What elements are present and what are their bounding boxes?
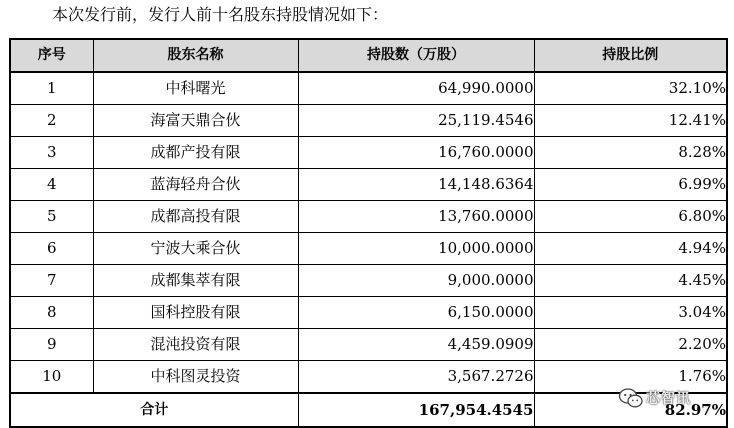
cell-no: 9	[10, 329, 93, 361]
cell-name: 中科图灵投资	[93, 361, 298, 394]
table-header-row	[10, 39, 727, 72]
cell-shares: 10,000.0000	[298, 233, 534, 265]
cell-no: 10	[10, 361, 93, 394]
total-shares: 167,954.4545	[298, 393, 534, 427]
cell-pct: 6.99%	[534, 169, 727, 201]
cell-pct: 3.04%	[534, 297, 727, 329]
table-row	[10, 329, 727, 361]
cell-name: 国科控股有限	[93, 297, 298, 329]
table-row	[10, 233, 727, 265]
cell-pct: 6.80%	[534, 201, 727, 233]
cell-no: 5	[10, 201, 93, 233]
cell-shares: 3,567.2726	[298, 361, 534, 394]
cell-name: 成都集萃有限	[93, 265, 298, 297]
table-row	[10, 361, 727, 394]
cell-shares: 6,150.0000	[298, 297, 534, 329]
total-row	[10, 393, 727, 427]
cell-no: 1	[10, 72, 93, 105]
cell-name: 中科曙光	[93, 72, 298, 105]
header-pct: 持股比例	[534, 39, 727, 72]
cell-pct: 4.45%	[534, 265, 727, 297]
cell-shares: 13,760.0000	[298, 201, 534, 233]
cell-pct: 8.28%	[534, 137, 727, 169]
cell-shares: 25,119.4546	[298, 105, 534, 137]
table-row	[10, 201, 727, 233]
cell-shares: 16,760.0000	[298, 137, 534, 169]
table-row	[10, 105, 727, 137]
cell-no: 8	[10, 297, 93, 329]
cell-pct: 4.94%	[534, 233, 727, 265]
cell-name: 海富天鼎合伙	[93, 105, 298, 137]
cell-name: 成都产投有限	[93, 137, 298, 169]
cell-name: 成都高投有限	[93, 201, 298, 233]
intro-text: 本次发行前，发行人前十名股东持股情况如下：	[52, 5, 389, 24]
cell-no: 7	[10, 265, 93, 297]
cell-name: 宁波大乘合伙	[93, 233, 298, 265]
cell-shares: 64,990.0000	[298, 72, 534, 105]
table-row	[10, 265, 727, 297]
total-pct: 82.97%	[534, 393, 727, 427]
cell-name: 混沌投资有限	[93, 329, 298, 361]
cell-pct: 32.10%	[534, 72, 727, 105]
cell-no: 6	[10, 233, 93, 265]
table-row	[10, 169, 727, 201]
cell-no: 2	[10, 105, 93, 137]
cell-shares: 9,000.0000	[298, 265, 534, 297]
cell-pct: 1.76%	[534, 361, 727, 394]
table-row	[10, 72, 727, 105]
cell-shares: 4,459.0909	[298, 329, 534, 361]
cell-pct: 2.20%	[534, 329, 727, 361]
header-no: 序号	[10, 39, 93, 72]
total-label: 合计	[10, 393, 298, 427]
header-name: 股东名称	[93, 39, 298, 72]
shareholder-table	[9, 38, 728, 428]
cell-name: 蓝海轻舟合伙	[93, 169, 298, 201]
cell-shares: 14,148.6364	[298, 169, 534, 201]
header-shares: 持股数（万股）	[298, 39, 534, 72]
watermark-text: 芯智讯	[646, 391, 691, 407]
table-row	[10, 137, 727, 169]
cell-no: 3	[10, 137, 93, 169]
cell-pct: 12.41%	[534, 105, 727, 137]
cell-no: 4	[10, 169, 93, 201]
table-row	[10, 297, 727, 329]
